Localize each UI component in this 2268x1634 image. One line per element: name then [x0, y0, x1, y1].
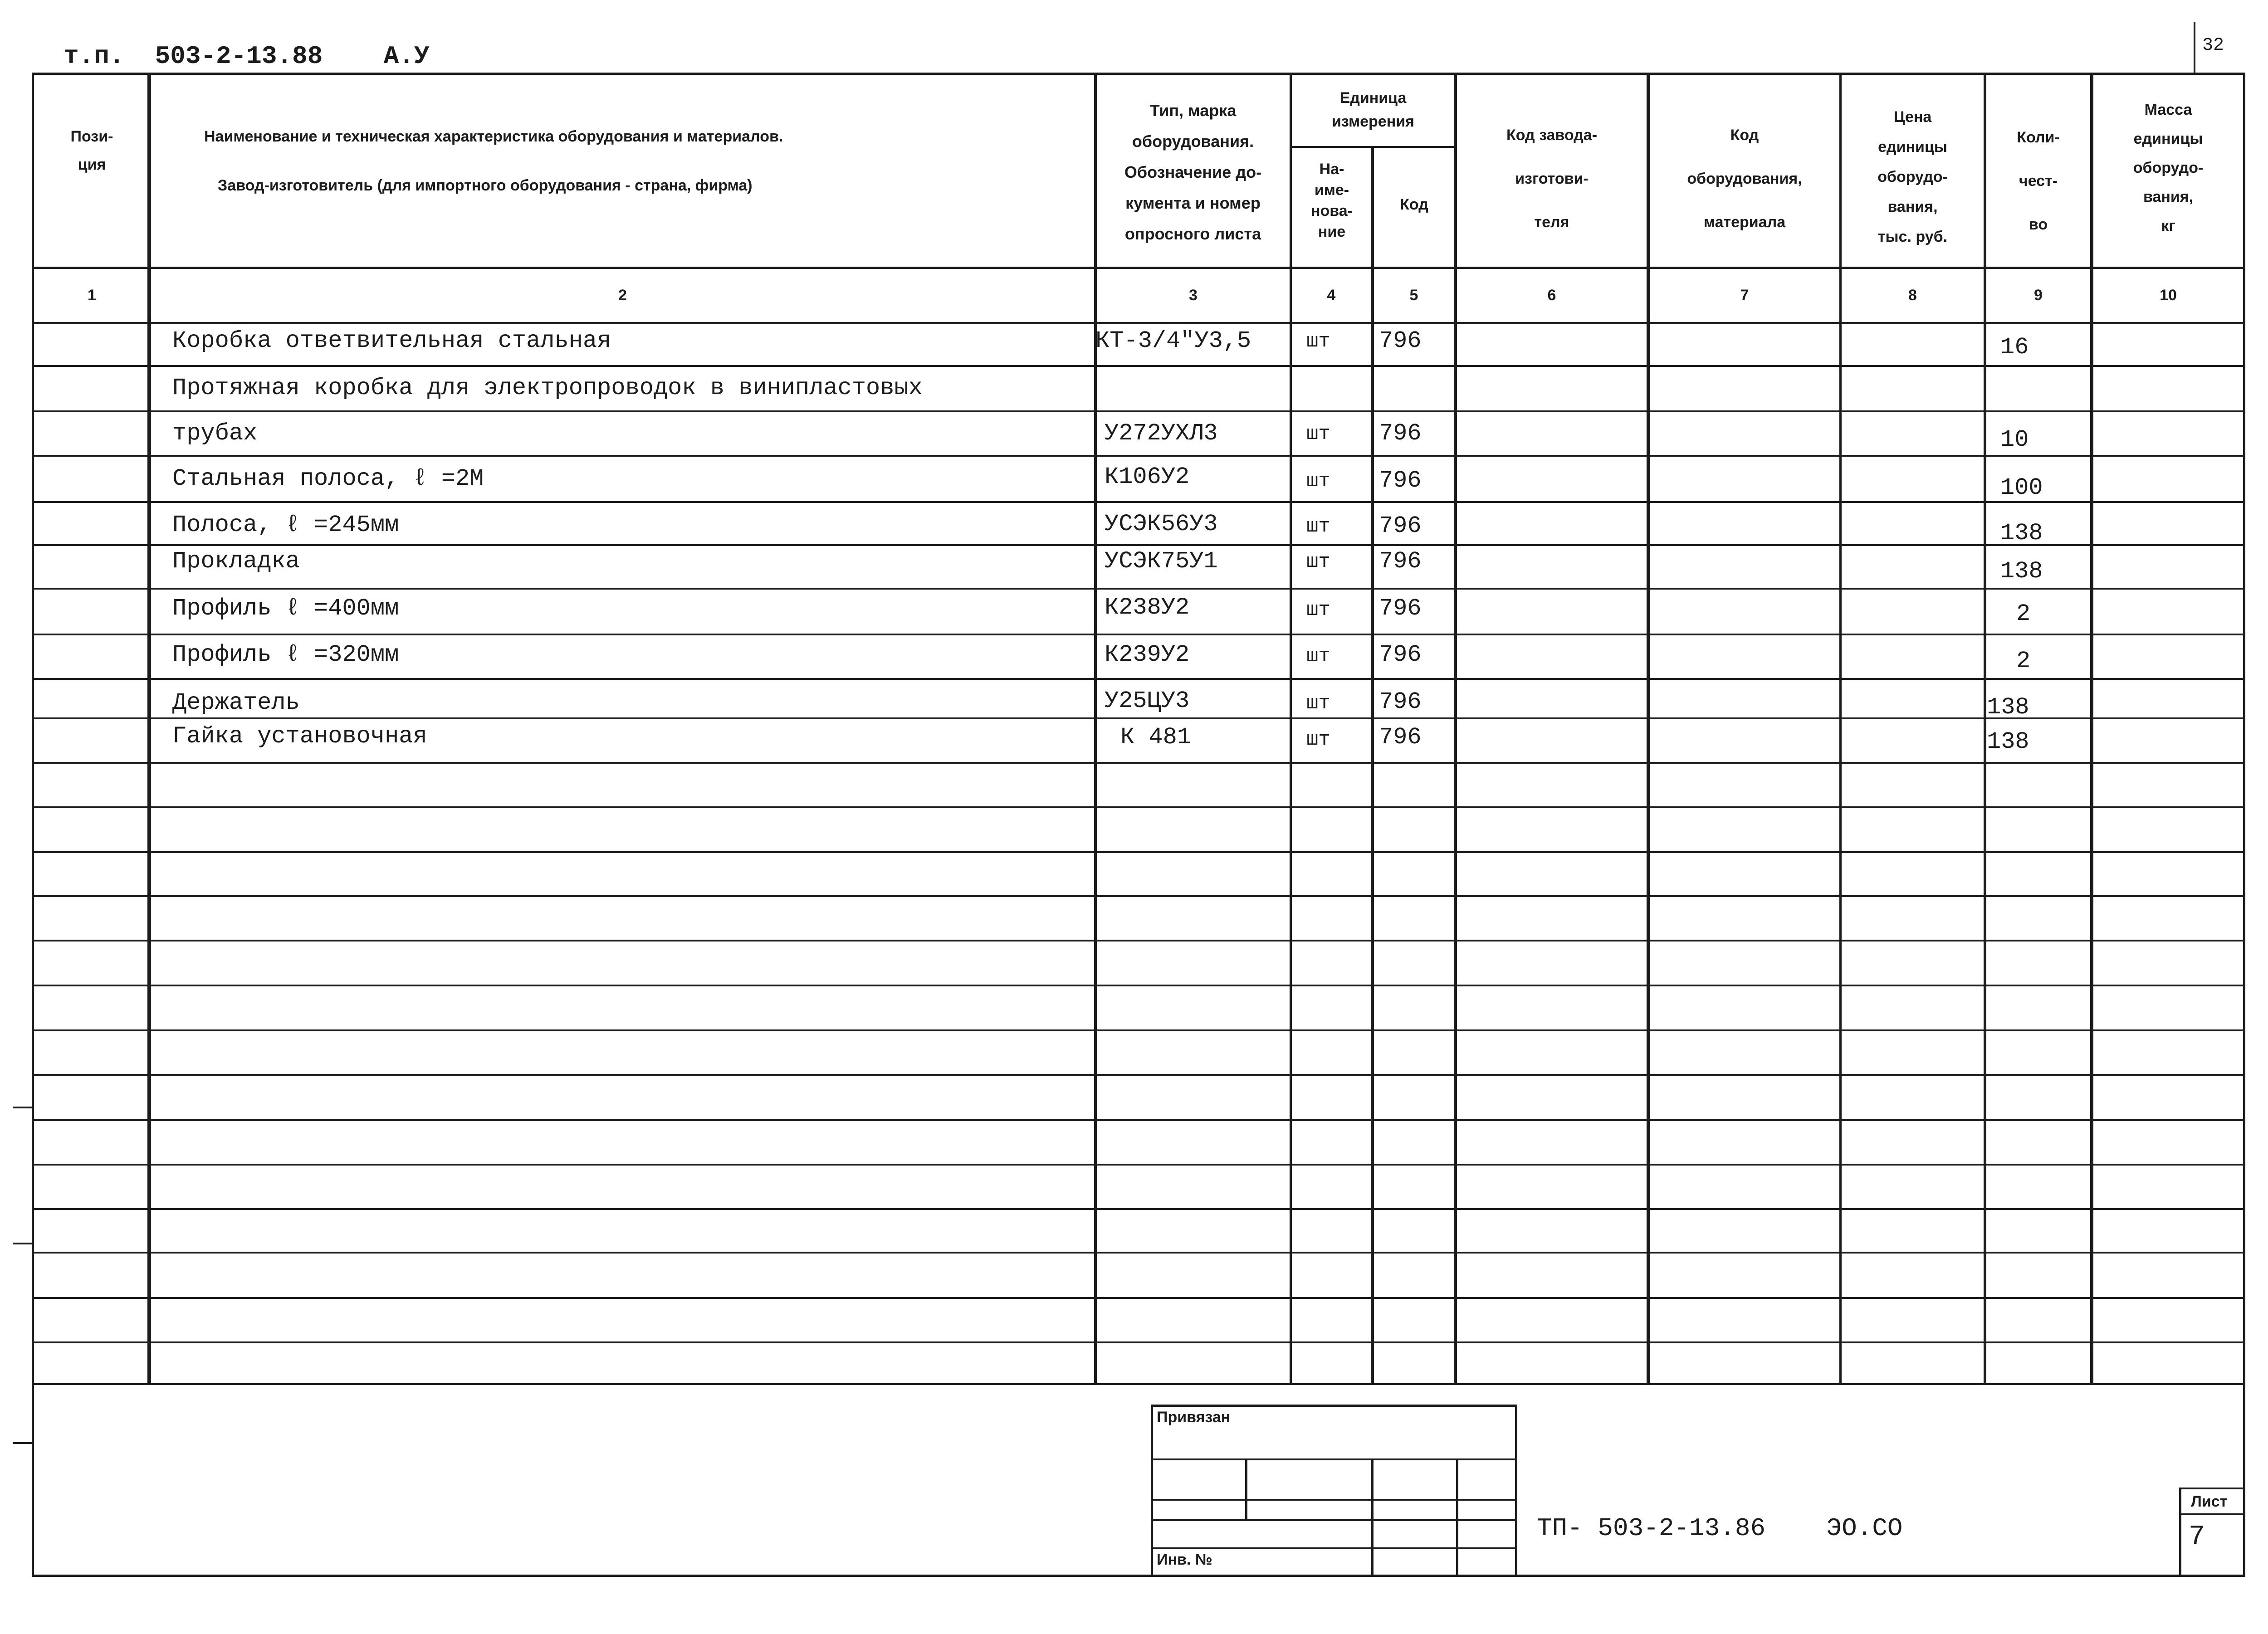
table-row-line [32, 1341, 2245, 1343]
header-equipment-code: Код оборудования, материала [1687, 127, 1802, 231]
page-corner-number: 32 [2202, 35, 2224, 56]
item-type: УСЭК75У1 [1105, 548, 1218, 575]
table-row-line [32, 544, 2245, 546]
item-type: К239У2 [1105, 641, 1190, 668]
item-qty: 10 [2000, 426, 2029, 453]
header-unit-code: Код [1400, 196, 1428, 213]
item-qty: 100 [2000, 474, 2043, 501]
table-row-line [32, 501, 2245, 503]
table-row-line [32, 1252, 2245, 1254]
item-unit: шт [1306, 423, 1330, 445]
table-row-line [32, 1208, 2245, 1210]
header-unit-group: Единица измерения [1332, 89, 1414, 130]
col-number: 4 [1327, 287, 1336, 304]
col-number: 10 [2160, 287, 2177, 304]
table-row-line [32, 365, 2245, 367]
table-row-line [32, 717, 2245, 719]
item-type: К106У2 [1105, 463, 1190, 490]
table-row-line [32, 678, 2245, 680]
item-type: УСЭК56У3 [1105, 511, 1218, 537]
table-row-line [32, 806, 2245, 808]
col-divider [2090, 73, 2093, 1383]
item-type: У25ЦУ3 [1105, 688, 1190, 714]
table-row-line [32, 1119, 2245, 1121]
table-row-line [32, 940, 2245, 941]
table-row-line [32, 1074, 2245, 1076]
header-quantity: Коли- чест- во [2017, 129, 2060, 233]
stamp-inv-label: Инв. № [1157, 1551, 1212, 1568]
item-unit-code: 796 [1379, 420, 1422, 447]
header-factory-code: Код завода- изготови- теля [1506, 127, 1598, 231]
corner-divider [2194, 22, 2195, 73]
item-name: Коробка ответвительная стальная [172, 327, 611, 354]
unit-group-divider [1290, 146, 1455, 148]
item-qty: 2 [2016, 600, 2031, 627]
item-unit: шт [1306, 515, 1330, 538]
col-number: 6 [1547, 287, 1556, 304]
item-type: К 481 [1120, 724, 1192, 751]
item-unit: шт [1306, 728, 1330, 751]
header-unit-name: На- име- нова- ние [1311, 161, 1353, 240]
frame-right [2243, 73, 2245, 1577]
col-number: 7 [1740, 287, 1749, 304]
col-number: 2 [618, 287, 627, 304]
col-divider [1839, 73, 1842, 1383]
item-type: КТ-3/4"У3,5 [1095, 327, 1251, 354]
table-row-line [32, 1164, 2245, 1166]
item-qty: 138 [2000, 558, 2043, 585]
table-row-line [32, 895, 2245, 897]
table-row-line [32, 634, 2245, 635]
frame-top [32, 73, 2245, 75]
stamp-bound-label: Привязан [1157, 1409, 1231, 1426]
col-divider [1647, 73, 1650, 1383]
sheet-label: Лист [2191, 1493, 2228, 1510]
col-number: 9 [2034, 287, 2043, 304]
header-bottom-line [32, 267, 2245, 269]
item-name: Стальная полоса, ℓ =2М [172, 465, 484, 492]
item-qty: 2 [2016, 648, 2031, 674]
item-unit: шт [1306, 470, 1330, 493]
item-name: Держатель [172, 689, 300, 716]
header-name-line2: Завод-изготовитель (для импортного оборудования - страна, фирма) [218, 177, 753, 194]
col-divider [1290, 73, 1292, 1383]
frame-bottom [32, 1575, 2245, 1577]
item-qty: 138 [1987, 694, 2029, 721]
item-name: Гайка установочная [172, 723, 427, 750]
item-unit-code: 796 [1379, 595, 1422, 622]
table-row-line [32, 762, 2245, 764]
header-mass: Масса единицы оборудо- вания, кг [2133, 101, 2204, 234]
item-qty: 138 [2000, 520, 2043, 546]
item-unit: шт [1306, 599, 1330, 621]
table-row-line [32, 985, 2245, 986]
sheet-number: 7 [2189, 1522, 2205, 1552]
table-row-line [32, 410, 2245, 412]
item-name: Прокладка [172, 548, 300, 575]
document-title: т.п. 503-2-13.88 А.У [64, 42, 430, 71]
margin-tick [13, 1243, 33, 1244]
item-unit: шт [1306, 551, 1330, 573]
item-unit-code: 796 [1379, 327, 1422, 354]
item-name: трубах [172, 420, 258, 447]
header-price: Цена единицы оборудо- вания, тыс. руб. [1877, 108, 1948, 245]
table-row-line [32, 588, 2245, 590]
col-number: 3 [1189, 287, 1198, 304]
item-qty: 16 [2000, 334, 2029, 361]
frame-left [32, 73, 34, 1577]
col-number: 1 [88, 287, 96, 304]
col-divider [1094, 73, 1097, 1383]
item-type: К238У2 [1105, 594, 1190, 621]
item-unit-code: 796 [1379, 724, 1422, 751]
item-unit-code: 796 [1379, 688, 1422, 715]
item-name: Полоса, ℓ =245мм [172, 512, 399, 538]
table-row-line [32, 1297, 2245, 1299]
item-type: У272УХЛ3 [1105, 420, 1218, 447]
col-number: 8 [1908, 287, 1917, 304]
col-divider [147, 73, 151, 1383]
margin-tick [13, 1107, 33, 1108]
table-row-line [32, 851, 2245, 853]
item-unit: шт [1306, 645, 1330, 668]
table-row-line [32, 455, 2245, 457]
item-name: Профиль ℓ =320мм [172, 641, 399, 668]
col-divider [1984, 73, 1986, 1383]
header-type: Тип, марка оборудования. Обозначение до- кумента и номер опросного листа [1124, 101, 1262, 243]
item-unit-code: 796 [1379, 548, 1422, 575]
colnum-bottom-line [32, 322, 2245, 324]
header-name-line1: Наименование и техническая характеристика оборудования и материалов. [204, 128, 783, 145]
table-row-line [32, 1029, 2245, 1031]
col-number: 5 [1409, 287, 1418, 304]
item-unit-code: 796 [1379, 641, 1422, 668]
margin-tick [13, 1442, 33, 1444]
stamp-document-code: ТП- 503-2-13.86 ЭО.СО [1537, 1514, 1903, 1543]
item-qty: 138 [1987, 728, 2029, 755]
item-unit-code: 796 [1379, 467, 1422, 494]
col-divider [1371, 147, 1374, 1383]
item-name: Профиль ℓ =400мм [172, 595, 399, 622]
item-name: Протяжная коробка для электропроводок в винипластовых [172, 375, 923, 401]
item-unit-code: 796 [1379, 512, 1422, 539]
table-row-line [32, 1383, 2245, 1385]
col-divider [1454, 73, 1457, 1383]
item-unit: шт [1306, 692, 1330, 715]
header-position: Пози- ция [70, 128, 113, 173]
item-unit: шт [1306, 330, 1330, 353]
